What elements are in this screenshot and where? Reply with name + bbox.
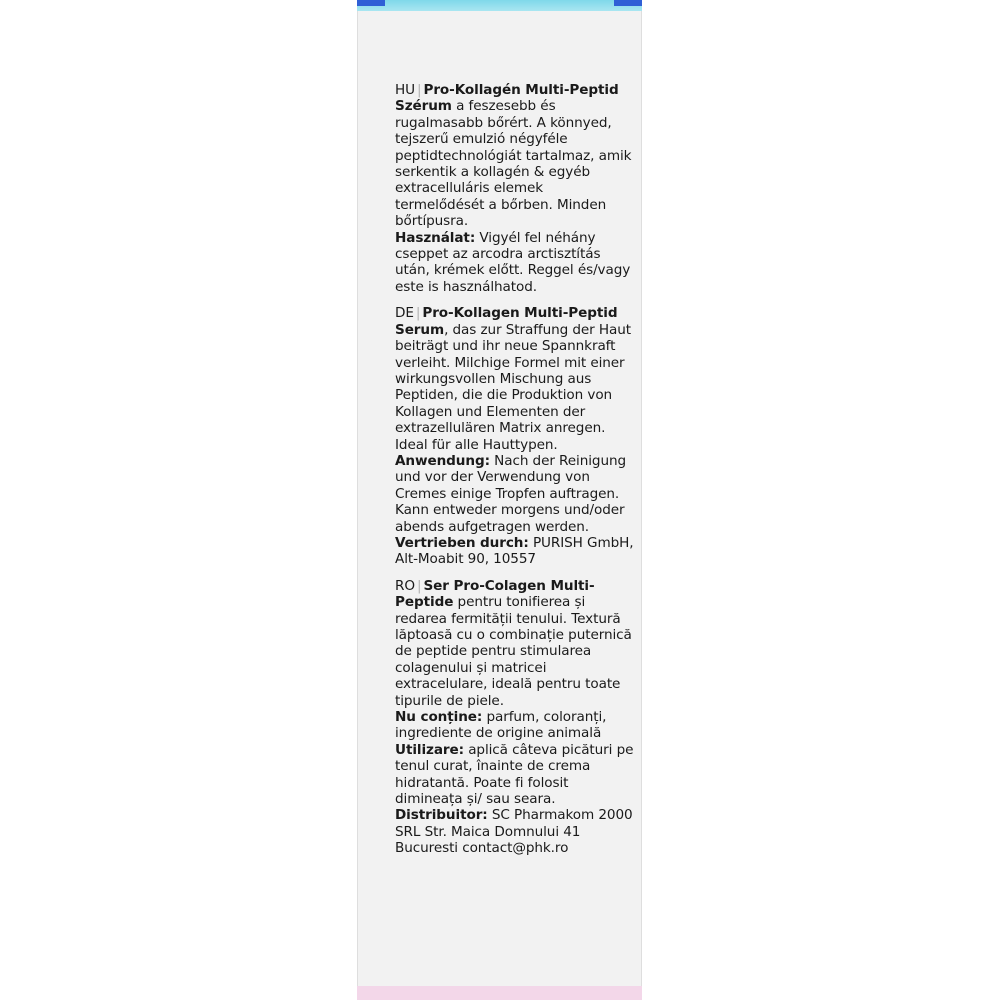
de-language-code: DE [395,305,414,322]
hu-usage-label: Használat: [395,229,476,246]
de-usage [395,453,635,535]
de-usage-label: Anwendung: [395,452,490,469]
de-description [395,305,635,453]
hu-usage-text: Vigyél fel néhány cseppet az arcodra arctisztítás után, krémek előtt. Reggel és/vagy este is használhatod. [395,229,631,295]
hu-language-code: HU [395,82,415,98]
ro-usage-label: Utilizare: [395,741,464,758]
ro-distributor [395,807,635,856]
de-description-text: , das zur Straffung der Haut beiträgt und ihr neue Spannkraft verleiht. Milchige Formel mit einer wirkungsvollen Mischung aus Peptiden, die die Produktion von Kollagen und Elementen der extrazellulären Matrix anregen. Ideal für alle Hauttypen. [395,321,631,453]
package-edge-left [357,0,358,1000]
de-distributor-text: PURISH GmbH, Alt-Moabit 90, 10557 [395,534,634,568]
ro-distributor-text: SC Pharmakom 2000 SRL Str. Maica Domnului 41 Bucuresti contact@phk.ro [395,807,633,857]
ro-product-title: Ser Pro-Colagen Multi-Peptide [395,577,595,611]
ro-language-code: RO [395,577,415,594]
bottom-color-band [357,986,642,1000]
ro-description-text: pentru tonifierea și redarea fermității tenului. Textură lăptoasă cu o combinație puternică de peptide pentru stimularea colagenului și matricei extracelulare, ideală pentru toate tipurile de piele. [395,594,632,709]
hu-usage [395,230,635,296]
label-text-column [395,82,635,857]
de-product-title: Pro-Kollagen Multi-Peptid Serum [395,305,618,338]
ro-free-from [395,709,635,742]
de-usage-text: Nach der Reinigung und vor der Verwendung von Cremes einige Tropfen auftragen. Kann entweder morgens und/oder abends aufgetragen werden. [395,452,627,535]
de-distributor-label: Vertrieben durch: [395,534,529,551]
ro-separator: | [416,577,422,594]
package-edge-right [641,0,642,1000]
top-band-left-accent [357,0,385,6]
de-distributor [395,535,635,568]
hu-product-title: Pro-Kollagén Multi-Peptid Szérum [395,82,619,115]
ro-description [395,578,635,709]
de-separator: | [415,305,421,322]
romanian-section [395,578,635,857]
ro-usage [395,742,635,808]
hungarian-section [395,82,635,295]
hu-description [395,82,635,230]
ro-usage-text: aplică câteva picături pe tenul curat, înainte de crema hidratantă. Poate fi folosit dimineața și/ sau seara. [395,741,634,808]
top-color-band [357,0,642,11]
hu-description-text: a feszesebb és rugalmasabb bőrért. A könnyed, tejszerű emulzió négyféle peptidtechnológiát tartalmaz, amik serkentik a kollagén & egyéb extracelluláris elemek termelődését a bőrben. Minden bőrtípusra. [395,98,632,230]
hu-separator: | [416,82,422,98]
ro-distributor-label: Distribuitor: [395,807,488,824]
ro-free-from-label: Nu conține: [395,709,483,726]
top-band-right-accent [614,0,642,6]
german-section [395,305,635,568]
ro-free-from-text: parfum, coloranți, ingrediente de origine animală [395,709,607,742]
